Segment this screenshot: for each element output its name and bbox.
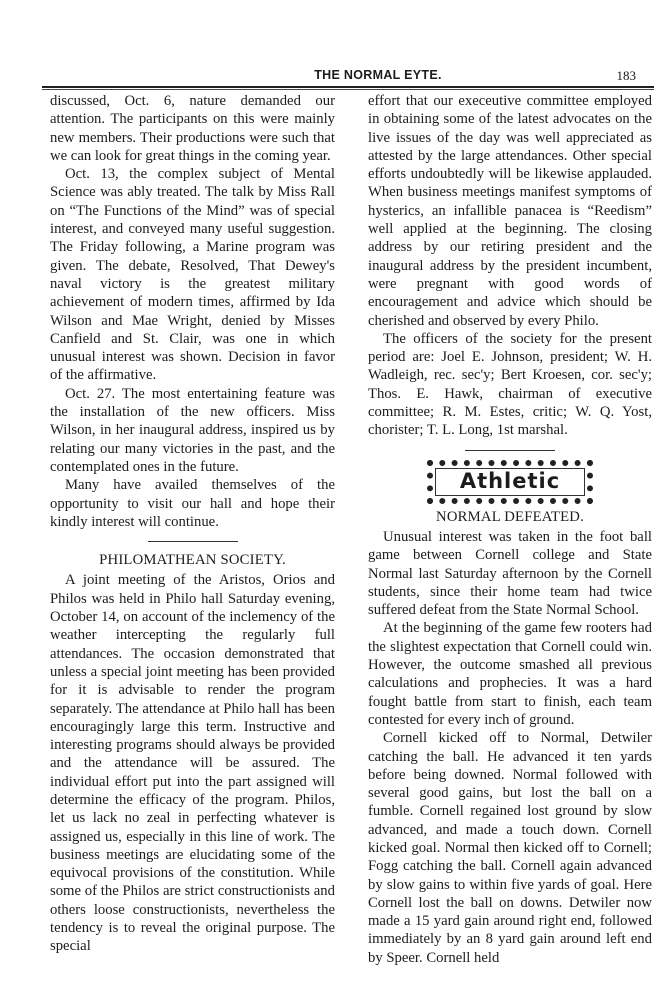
section-divider [148, 541, 238, 542]
paragraph: Many have availed themselves of the opportunity to visit our hall and hope their kindly interest will continue. [50, 477, 335, 530]
athletic-banner [427, 460, 593, 504]
paragraph: A joint meeting of the Aristos, Orios and Philos was held in Philo hall Saturday evening, October 14, on account of the inclemency of the weather intercepting the regularly full attendances. The occasion demonstrated that unless a special joint meeting has been provided for it is advisable to render the program separately. The attendance at Philo hall has been encouragingly large this term. Instructive and interesting programs should always be provided and the attendance will be assured. The individual effort put into the part assigned will determine the efficacy of the program. Philos, let us lack no zeal in perfecting whatever is assigned us, especially in this line of work. The business meetings are elucidating some of the equivocal provisions of the constitution. While some of the Philos are strict constructionists and others loose constructionists, nevertheless the tendency is to reveal the original purpose. The special [50, 572, 335, 955]
paragraph: Oct. 13, the complex subject of Mental Science was ably treated. The talk by Miss Rall on “The Functions of the Mind” was of special interest, and conveyed many useful suggestion. The Friday following, a Marine program was given. The debate, Resolved, That Dewey's naval victory is the greatest military achievement of modern times, affirmed by Ida Wilson and Mae Wright, denied by Misses Canfield and St. Clair, was one in which unusual interest was shown. Decision in favor of the affirmative. [50, 166, 335, 384]
section-heading-normal-defeated: NORMAL DEFEATED. [436, 508, 584, 525]
running-header [38, 68, 658, 88]
banner-label: Athletic [459, 469, 561, 494]
paragraph: Cornell kicked off to Normal, Detwiler catching the ball. He advanced it ten yards before being downed. Normal followed with several good gains, but lost the ball on a fumble. Cornell regained lost ground by slow advanced, and made a touch down. Cornell kicked goal. Normal then kicked off to Cornell; Fogg catching the ball. Cornell again advanced by slow gains to within five yards of goal. Here Cornell lost the ball on downs. Detwiler now made a 15 yard gain around right end, followed immediately by an 8 yard gain around left end by Speer. Cornell held [368, 730, 652, 966]
paragraph: Unusual interest was taken in the foot ball game between Cornell college and State Normal last Saturday afternoon by the Cornell students, since their home team had twice suffered defeat from the State Normal School. [368, 528, 652, 619]
section-heading-philomathean: PHILOMATHEAN SOCIETY. [99, 552, 286, 569]
paragraph: The officers of the society for the present period are: Joel E. Johnson, president; W. H. Wadleigh, rec. sec'y; Bert Kroesen, cor. sec'y; Thos. E. Hawk, chairman of executive committee; R. M. Estes, critic; W. Q. Yost, chorister; T. L. Long, 1st marshal. [368, 330, 652, 439]
paragraph: effort that our execeutive committee employed in obtaining some of the latest advocates on the live issues of the day was well appreciated as attested by the large attendances. Other special efforts undoubtedly will be likewise applauded. When business meetings manifest symptoms of hysterics, an infallible panacea is “Reedism” well applied at the beginning. The closing address by our retiring president and the inaugural address by the president incumbent, were pregnant with good words of encouragement and advice which should be cherished and observed by every Philo. [368, 93, 652, 329]
page-number: 183 [616, 68, 636, 83]
paragraph: At the beginning of the game few rooters had the slightest expectation that Cornell could win. However, the outcome smashed all previous calculations and prophecies. It was a hard fought battle from start to finish, each team contested for every inch of ground. [368, 620, 652, 728]
publication-title: THE NORMAL EYTE. [314, 68, 442, 82]
right-column [368, 92, 652, 967]
section-divider [465, 450, 555, 451]
paragraph: discussed, Oct. 6, nature demanded our attention. The participants on this were mainly new members. Their productions were such that we can look for great things in the coming year. [50, 93, 335, 164]
header-rule [42, 86, 654, 90]
paragraph: Oct. 27. The most entertaining feature was the installation of the new officers. Miss Wilson, in her inaugural address, inspired us by relating our many victories in the past, and the contemplated ones in the future. [50, 385, 335, 475]
left-column [50, 92, 335, 956]
